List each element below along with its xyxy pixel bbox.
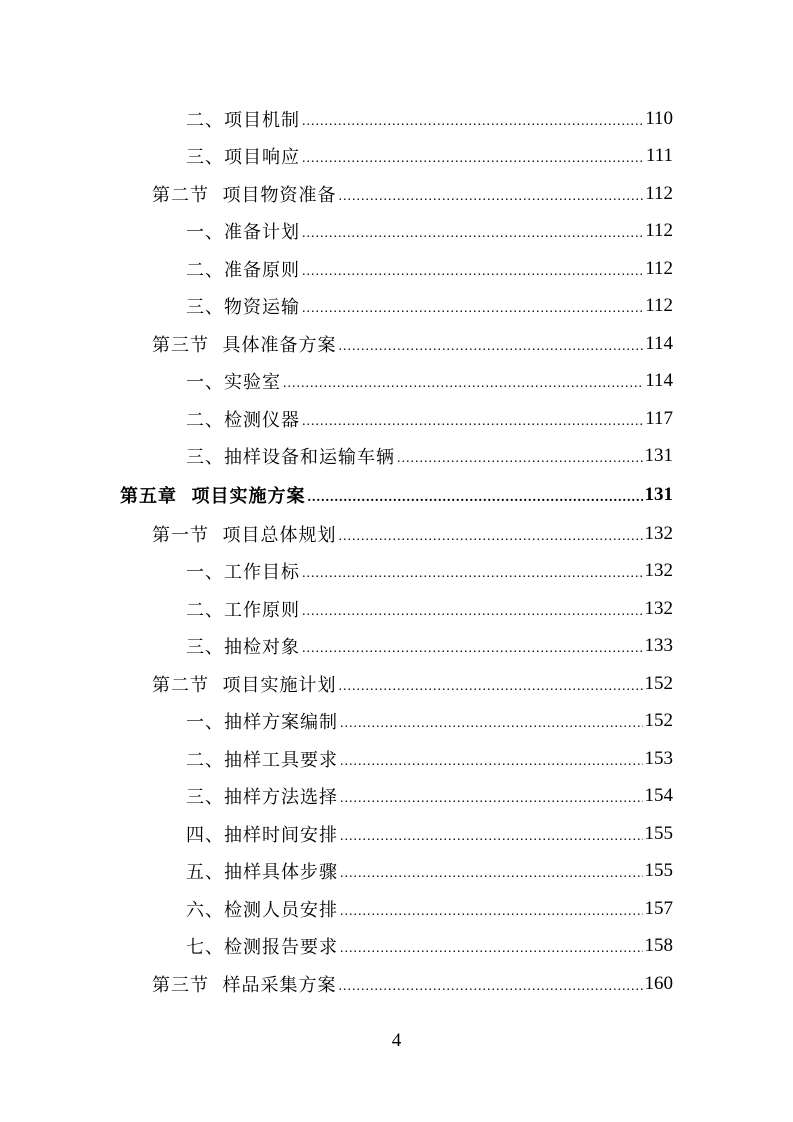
toc-entry[interactable] <box>0 928 793 966</box>
dot-leader <box>397 451 643 467</box>
dot-leader <box>302 226 643 242</box>
toc-entry-page: 131 <box>644 484 673 505</box>
dot-leader <box>340 941 643 957</box>
toc-entry[interactable] <box>0 628 793 666</box>
toc-entry[interactable] <box>0 138 793 176</box>
dot-leader <box>338 679 642 695</box>
toc-entry-title: 第二节 项目物资准备 <box>152 184 337 206</box>
toc-entry-page: 114 <box>645 370 673 392</box>
toc-entry-title: 三、物资运输 <box>186 297 300 319</box>
dot-leader <box>283 376 643 392</box>
dot-leader <box>338 189 643 205</box>
toc-entry[interactable] <box>0 703 793 741</box>
dot-leader <box>302 604 643 620</box>
toc-entry-title: 三、抽样设备和运输车辆 <box>186 447 395 469</box>
toc-chapter-entry[interactable] <box>0 475 793 515</box>
dot-leader <box>338 529 642 545</box>
toc-entry[interactable] <box>0 400 793 438</box>
toc-section-entry[interactable] <box>0 965 793 1003</box>
toc-entry[interactable] <box>0 213 793 251</box>
toc-entry-title: 七、检测报告要求 <box>186 937 338 959</box>
toc-entry-page: 154 <box>644 785 673 807</box>
toc-entry-title: 第三节 具体准备方案 <box>152 334 337 356</box>
toc-entry-page: 152 <box>644 710 673 732</box>
toc-entry-title: 第二节 项目实施计划 <box>152 674 337 696</box>
toc-entry-title: 四、抽样时间安排 <box>186 824 338 846</box>
dot-leader <box>302 264 643 280</box>
toc-entry-title: 六、检测人员安排 <box>186 899 338 921</box>
dot-leader <box>308 490 643 506</box>
table-of-contents <box>0 100 793 1003</box>
dot-leader <box>340 829 643 845</box>
dot-leader <box>302 566 643 582</box>
toc-entry-page: 111 <box>645 145 673 167</box>
dot-leader <box>340 716 643 732</box>
toc-entry-page: 132 <box>644 522 673 544</box>
toc-entry-page: 112 <box>645 257 673 279</box>
dot-leader <box>338 979 642 995</box>
toc-entry[interactable] <box>0 288 793 326</box>
toc-entry-title: 三、项目响应 <box>186 147 300 169</box>
toc-entry[interactable] <box>0 890 793 928</box>
toc-entry-page: 112 <box>645 295 673 317</box>
dot-leader <box>302 414 643 430</box>
toc-entry[interactable] <box>0 740 793 778</box>
toc-entry-page: 132 <box>644 560 673 582</box>
toc-section-entry[interactable] <box>0 665 793 703</box>
toc-entry-title: 二、项目机制 <box>186 109 300 131</box>
toc-entry-page: 114 <box>645 332 673 354</box>
toc-entry-page: 110 <box>645 107 673 129</box>
toc-entry-title: 一、准备计划 <box>186 222 300 244</box>
toc-entry-page: 158 <box>644 935 673 957</box>
toc-entry-page: 133 <box>644 635 673 657</box>
toc-entry-page: 152 <box>644 672 673 694</box>
dot-leader <box>302 151 644 167</box>
dot-leader <box>302 641 643 657</box>
toc-entry-page: 112 <box>645 182 673 204</box>
toc-entry-page: 112 <box>645 220 673 242</box>
toc-section-entry[interactable] <box>0 175 793 213</box>
toc-entry-title: 二、准备原则 <box>186 259 300 281</box>
toc-entry-page: 157 <box>644 897 673 919</box>
toc-entry-page: 155 <box>644 822 673 844</box>
toc-entry-page: 131 <box>644 445 673 467</box>
dot-leader <box>340 904 643 920</box>
toc-entry-page: 155 <box>644 860 673 882</box>
dot-leader <box>302 301 643 317</box>
toc-entry-title: 第五章 项目实施方案 <box>120 486 306 507</box>
toc-entry-title: 三、抽样方法选择 <box>186 787 338 809</box>
toc-entry-page: 153 <box>644 747 673 769</box>
dot-leader <box>340 754 643 770</box>
toc-entry[interactable] <box>0 363 793 401</box>
toc-entry-title: 一、工作目标 <box>186 562 300 584</box>
toc-entry-title: 二、抽样工具要求 <box>186 749 338 771</box>
toc-entry[interactable] <box>0 778 793 816</box>
toc-entry-title: 一、抽样方案编制 <box>186 712 338 734</box>
toc-entry[interactable] <box>0 438 793 476</box>
page-number: 4 <box>391 1030 402 1051</box>
toc-entry[interactable] <box>0 853 793 891</box>
toc-entry-page: 132 <box>644 597 673 619</box>
dot-leader <box>338 339 643 355</box>
toc-entry-page: 117 <box>645 407 673 429</box>
toc-entry-title: 三、抽检对象 <box>186 637 300 659</box>
dot-leader <box>340 866 643 882</box>
toc-entry-title: 一、实验室 <box>186 372 281 394</box>
toc-entry-title: 二、工作原则 <box>186 599 300 621</box>
toc-entry[interactable] <box>0 553 793 591</box>
toc-entry[interactable] <box>0 100 793 138</box>
toc-entry-title: 五、抽样具体步骤 <box>186 862 338 884</box>
toc-section-entry[interactable] <box>0 325 793 363</box>
toc-entry-title: 二、检测仪器 <box>186 409 300 431</box>
dot-leader <box>302 114 643 130</box>
toc-entry-page: 160 <box>644 972 673 994</box>
toc-entry-title: 第三节 样品采集方案 <box>152 974 337 996</box>
toc-entry-title: 第一节 项目总体规划 <box>152 524 337 546</box>
toc-entry[interactable] <box>0 815 793 853</box>
toc-section-entry[interactable] <box>0 515 793 553</box>
dot-leader <box>340 791 643 807</box>
toc-entry[interactable] <box>0 590 793 628</box>
toc-entry[interactable] <box>0 250 793 288</box>
